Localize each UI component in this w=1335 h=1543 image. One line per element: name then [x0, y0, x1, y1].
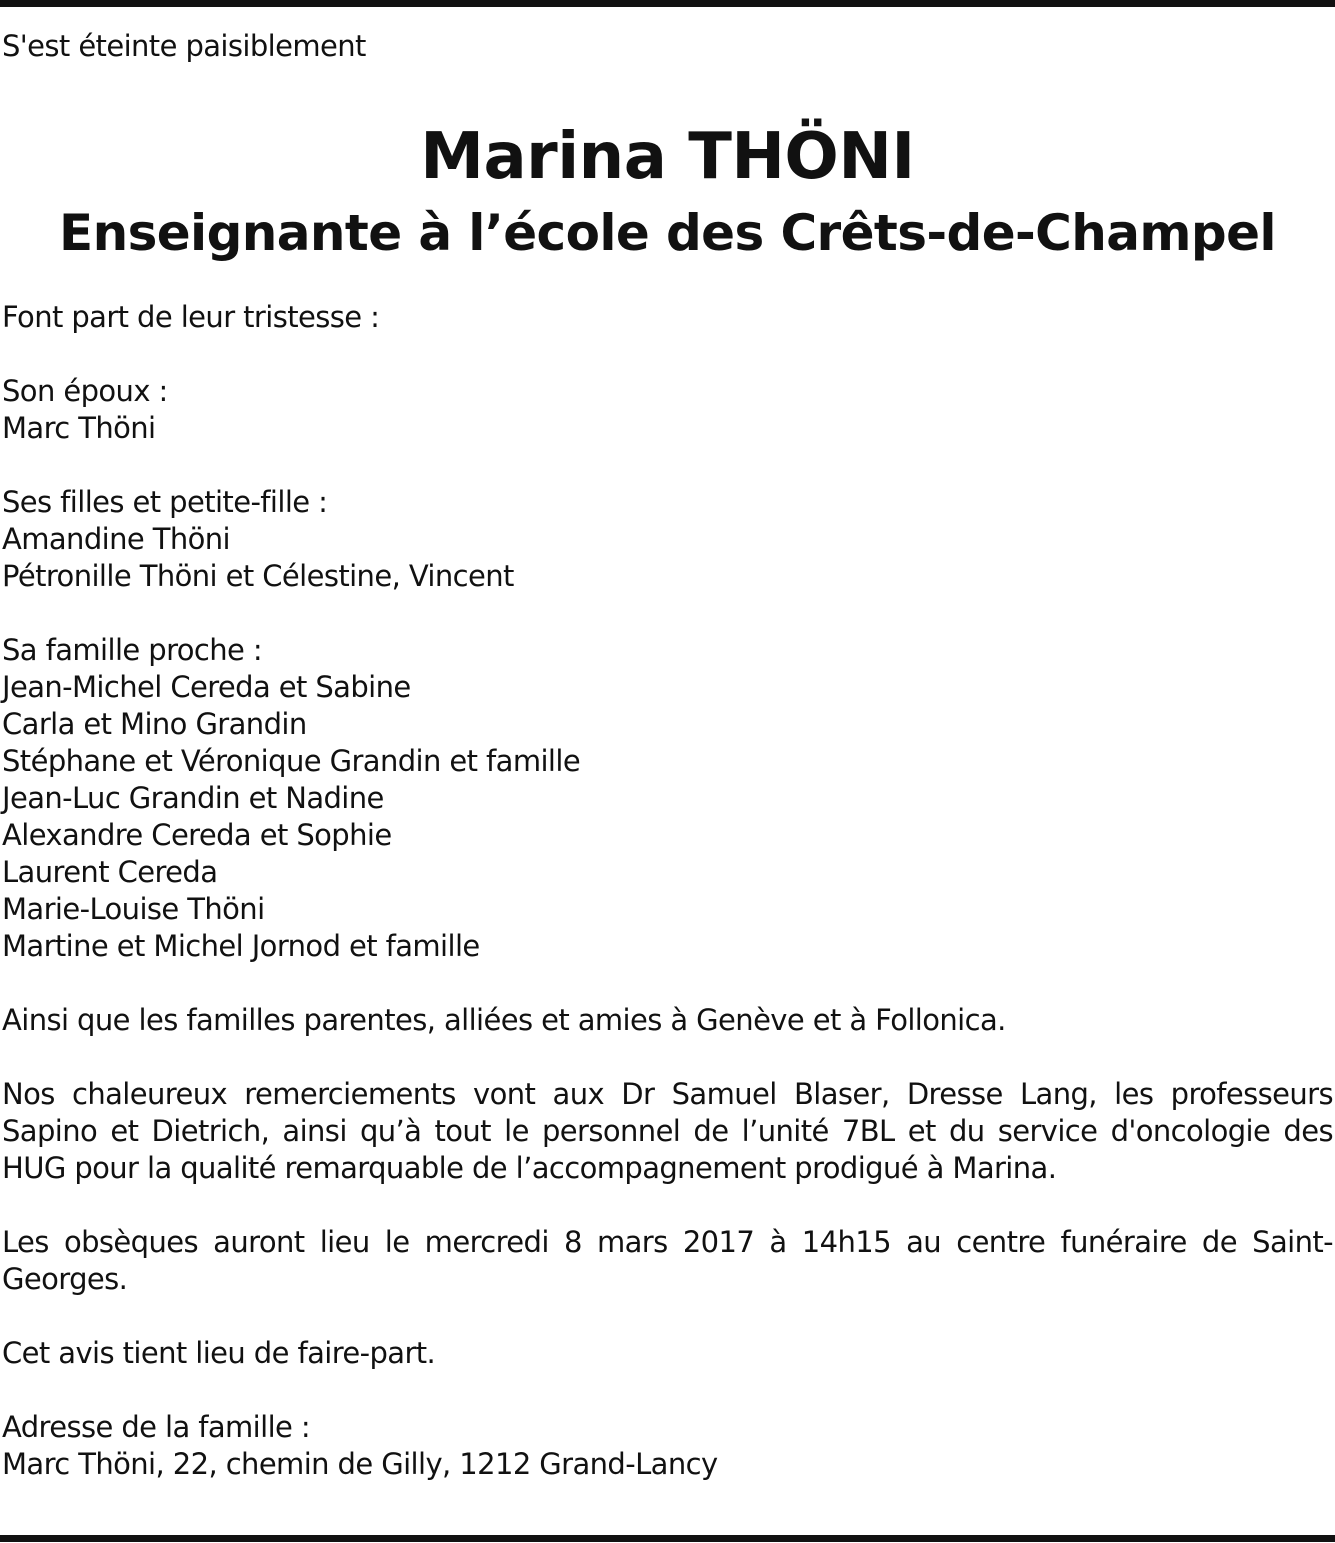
- family-name: Amandine Thöni: [2, 522, 231, 556]
- close-family-heading: Sa famille proche :: [2, 633, 263, 667]
- spouse-heading: Son époux :: [2, 374, 168, 408]
- daughters-heading: Ses filles et petite-fille :: [2, 485, 328, 519]
- announcement-text: Font part de leur tristesse :: [2, 300, 380, 334]
- family-name: Jean-Michel Cereda et Sabine: [2, 670, 411, 704]
- family-name: Marc Thöni: [2, 411, 156, 445]
- address-line: Marc Thöni, 22, chemin de Gilly, 1212 Grand-Lancy: [2, 1447, 718, 1481]
- deceased-name: Marina THÖNI: [420, 120, 915, 194]
- family-name: Marie-Louise Thöni: [2, 892, 265, 926]
- family-name: Jean-Luc Grandin et Nadine: [2, 781, 384, 815]
- thanks-paragraph: Nos chaleureux remerciements vont aux Dr Samuel Blaser, Dresse Lang, les professeurs Sapino et Dietrich, ainsi qu’à tout le personnel de l’unité 7BL et du service d'oncologie des HUG pour la qualité remarquable de l’accompagnement prodigué à Marina.: [2, 1077, 1333, 1185]
- address-section: [2, 1409, 1333, 1483]
- daughters-section: [2, 484, 1333, 595]
- family-name: Stéphane et Véronique Grandin et famille: [2, 744, 581, 778]
- family-name: Carla et Mino Grandin: [2, 707, 307, 741]
- address-heading: Adresse de la famille :: [2, 1410, 311, 1444]
- bottom-border-rule: [0, 1535, 1335, 1542]
- close-family-section: [2, 632, 1333, 965]
- family-name: Alexandre Cereda et Sophie: [2, 818, 392, 852]
- top-border-rule: [0, 0, 1335, 7]
- intro-text: S'est éteinte paisiblement: [2, 29, 366, 63]
- obituary-notice: [2, 28, 1333, 1483]
- notice-text: Cet avis tient lieu de faire-part.: [2, 1336, 436, 1370]
- funeral-paragraph: Les obsèques auront lieu le mercredi 8 mars 2017 à 14h15 au centre funéraire de Saint-Georges.: [2, 1225, 1333, 1296]
- family-name: Martine et Michel Jornod et famille: [2, 929, 480, 963]
- deceased-role: Enseignante à l’école des Crêts-de-Champel: [59, 204, 1276, 262]
- spouse-section: [2, 373, 1333, 447]
- family-name: Pétronille Thöni et Célestine, Vincent: [2, 559, 514, 593]
- extended-family-text: Ainsi que les familles parentes, alliées et amies à Genève et à Follonica.: [2, 1003, 1006, 1037]
- family-name: Laurent Cereda: [2, 855, 218, 889]
